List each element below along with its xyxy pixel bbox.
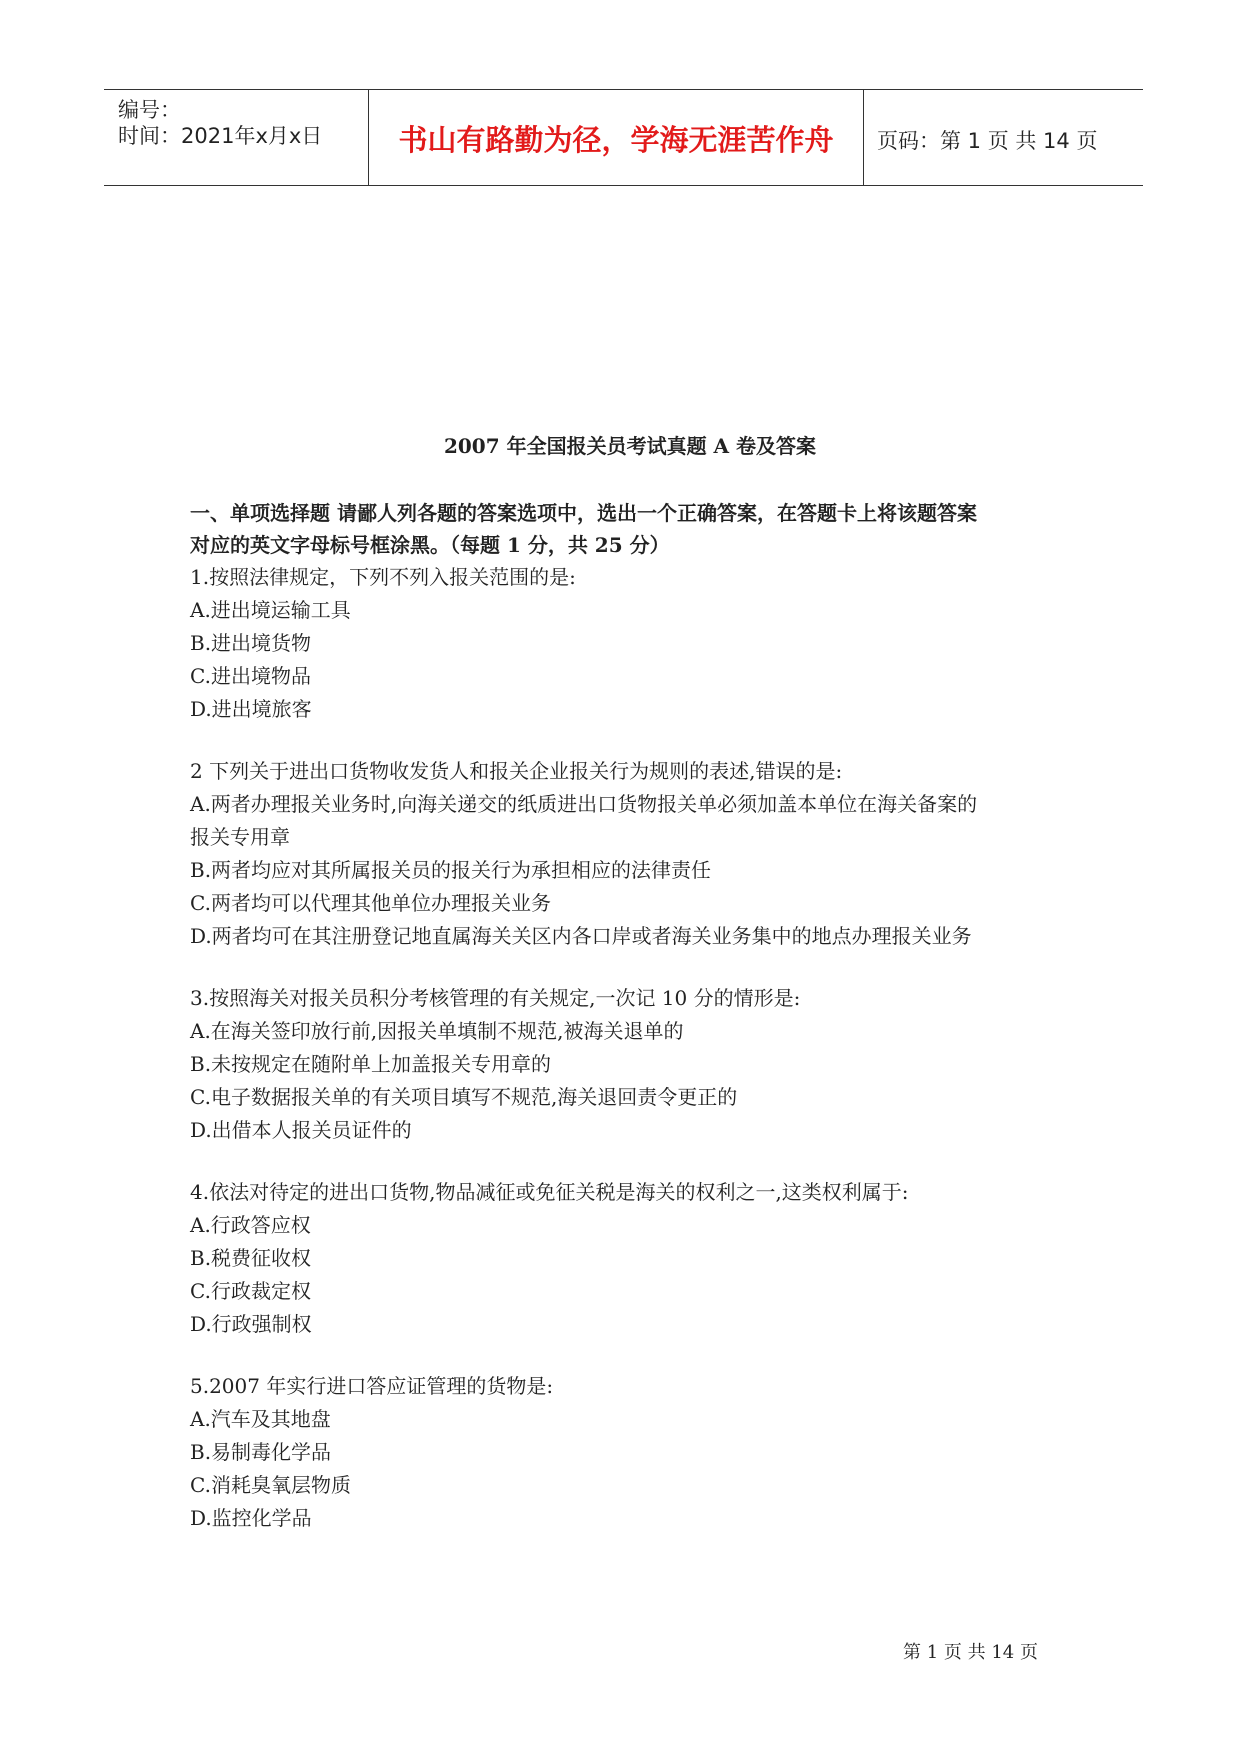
answer-option: D.两者均可在其注册登记地直属海关关区内各口岸或者海关业务集中的地点办理报关业务 <box>190 924 972 948</box>
answer-option: D.行政强制权 <box>190 1312 312 1336</box>
motto-text: 书山有路勤为径，学海无涯苦作舟 <box>398 123 834 157</box>
question-stem: 2 下列关于进出口货物收发货人和报关企业报关行为规则的表述,错误的是: <box>190 759 843 783</box>
answer-option: A.行政答应权 <box>190 1213 311 1237</box>
question-3 <box>190 982 1070 1147</box>
question-stem: 1.按照法律规定，下列不列入报关范围的是: <box>190 565 576 589</box>
answer-option: C.行政裁定权 <box>190 1279 311 1303</box>
answer-option: A.在海关签印放行前,因报关单填制不规范,被海关退单的 <box>190 1019 684 1043</box>
document-body <box>190 430 1070 1564</box>
answer-option: B.税费征收权 <box>190 1246 312 1270</box>
answer-option: C.进出境物品 <box>190 664 311 688</box>
answer-option: D.进出境旅客 <box>190 697 312 721</box>
answer-option: D.监控化学品 <box>190 1506 312 1530</box>
answer-option: C.两者均可以代理其他单位办理报关业务 <box>190 891 551 915</box>
header-meta-cell <box>104 90 369 185</box>
question-4 <box>190 1176 1070 1341</box>
answer-option: D.出借本人报关员证件的 <box>190 1118 412 1142</box>
answer-option-continuation: 报关专用章 <box>190 825 290 849</box>
document-title: 2007 年全国报关员考试真题 A 卷及答案 <box>443 434 817 458</box>
serial-label: 编号： <box>118 98 181 122</box>
page-info: 页码：第 1 页 共 14 页 <box>877 129 1098 153</box>
footer-page-number: 第 1 页 共 14 页 <box>903 1642 1038 1663</box>
question-stem: 4.依法对待定的进出口货物,物品减征或免征关税是海关的权利之一,这类权利属于: <box>190 1180 909 1204</box>
header-motto-cell <box>369 90 864 185</box>
answer-option: A.进出境运输工具 <box>190 598 351 622</box>
answer-option: A.两者办理报关业务时,向海关递交的纸质进出口货物报关单必须加盖本单位在海关备案的 <box>190 792 978 816</box>
answer-option: B.易制毒化学品 <box>190 1440 332 1464</box>
section-heading-line: 一、单项选择题 请鄙人列各题的答案选项中，选出一个正确答案，在答题卡上将该题答案 <box>190 501 977 525</box>
time-label: 时间：2021年x月x日 <box>118 124 323 148</box>
answer-option: B.未按规定在随附单上加盖报关专用章的 <box>190 1052 552 1076</box>
question-2 <box>190 755 1070 953</box>
answer-option: A.汽车及其地盘 <box>190 1407 331 1431</box>
question-stem: 3.按照海关对报关员积分考核管理的有关规定,一次记 10 分的情形是: <box>190 986 801 1010</box>
section-heading-line: 对应的英文字母标号框涂黑。（每题 1 分，共 25 分） <box>190 533 670 557</box>
answer-option: B.进出境货物 <box>190 631 312 655</box>
question-5 <box>190 1370 1070 1535</box>
answer-option: B.两者均应对其所属报关员的报关行为承担相应的法律责任 <box>190 858 712 882</box>
header-page-cell <box>864 90 1143 185</box>
answer-option: C.电子数据报关单的有关项目填写不规范,海关退回责令更正的 <box>190 1085 738 1109</box>
answer-option: C.消耗臭氧层物质 <box>190 1473 351 1497</box>
page-header <box>104 89 1143 186</box>
section-heading <box>190 497 1070 561</box>
question-stem: 5.2007 年实行进口答应证管理的货物是: <box>190 1374 554 1398</box>
question-1 <box>190 561 1070 726</box>
